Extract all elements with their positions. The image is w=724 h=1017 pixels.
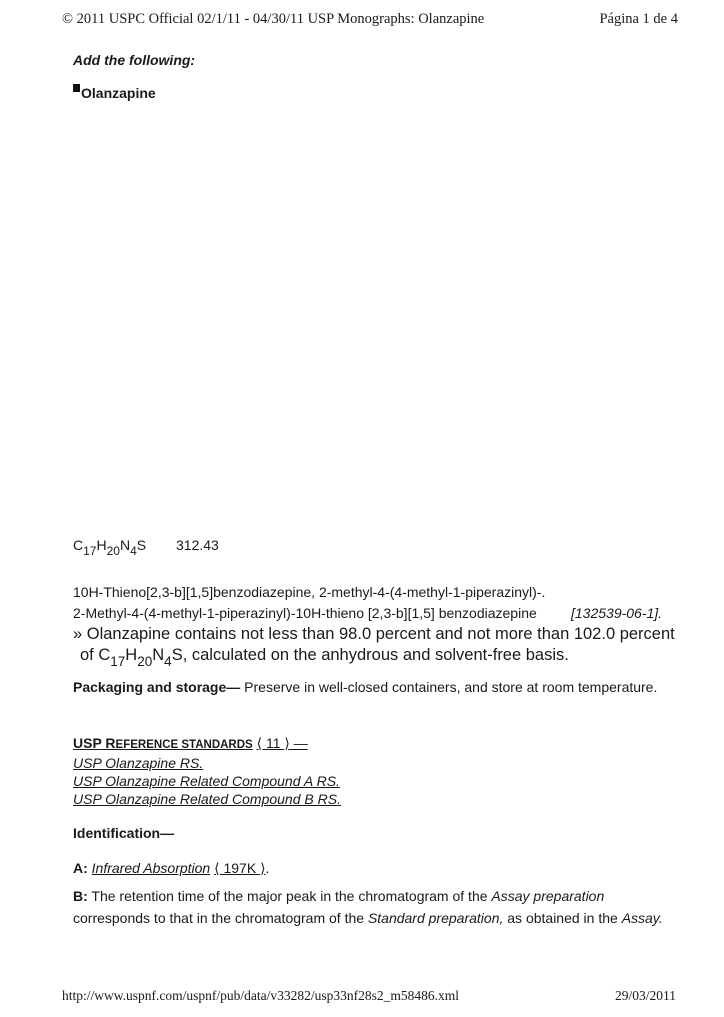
- reference-standards-section: [73, 734, 341, 808]
- formula-s: S: [136, 537, 147, 553]
- formula-h: H: [96, 537, 107, 553]
- monograph-title-text: Olanzapine: [81, 85, 156, 101]
- monograph-title: [73, 84, 156, 101]
- ref-heading-smallcaps: EFERENCE STANDARDS: [115, 739, 253, 751]
- molecular-formula-line: [73, 537, 219, 558]
- ref-heading-dash: —: [289, 735, 308, 751]
- ref-chapter-link[interactable]: ⟨ 11 ⟩: [256, 735, 290, 751]
- test-b-assay-prep: Assay preparation: [491, 888, 605, 904]
- page-header-title: © 2011 USPC Official 02/1/11 - 04/30/11 USP Monographs: Olanzapine: [62, 11, 485, 27]
- test-b-text-3: as obtained in the: [503, 910, 622, 926]
- revision-marker-icon: [73, 84, 80, 92]
- formula-c-count: 17: [83, 544, 97, 558]
- structure-image-area: [73, 112, 663, 522]
- cas-number: [132539-06-1].: [571, 605, 663, 621]
- definition-c-count: 17: [110, 654, 126, 669]
- ref-link-olanzapine[interactable]: USP Olanzapine RS.: [73, 755, 204, 771]
- packaging-text: Preserve in well-closed containers, and store at room temperature.: [240, 679, 658, 695]
- chemical-name-2: 2-Methyl-4-(4-methyl-1-piperazinyl)-10H-thieno [2,3-b][1,5] benzodiazepine: [73, 605, 537, 621]
- packaging-label: Packaging and storage—: [73, 679, 241, 695]
- formula-n: N: [119, 537, 131, 553]
- identification-test-b: [73, 885, 673, 929]
- formula-n-count: 4: [130, 544, 137, 558]
- reference-standards-heading: [73, 734, 341, 754]
- page-number: Página 1 de 4: [599, 11, 678, 27]
- definition-n-count: 4: [164, 654, 172, 669]
- molecular-weight: 312.43: [176, 537, 219, 553]
- definition-n: N: [152, 646, 165, 664]
- test-a-label: A:: [73, 860, 88, 876]
- test-b-text-1: The retention time of the major peak in the chromatogram of the: [87, 888, 492, 904]
- packaging-section: [73, 676, 673, 698]
- test-b-label: B:: [73, 888, 88, 904]
- formula-c: C: [73, 537, 84, 553]
- definition-line-2: [80, 646, 569, 669]
- definition-h: H: [125, 646, 138, 664]
- ref-link-related-compound-a[interactable]: USP Olanzapine Related Compound A RS.: [73, 773, 340, 789]
- identification-test-a: [73, 860, 269, 877]
- footer-date: 29/03/2011: [614, 988, 676, 1003]
- chemical-name-1: 10H-Thieno[2,3-b][1,5]benzodiazepine, 2-methyl-4-(4-methyl-1-piperazinyl)-.: [73, 584, 546, 600]
- infrared-absorption-link[interactable]: Infrared Absorption: [91, 860, 211, 876]
- test-b-standard-prep: Standard preparation,: [367, 910, 504, 926]
- definition-h-count: 20: [137, 654, 153, 669]
- footer-url: http://www.uspnf.com/uspnf/pub/data/v33282/usp33nf28s2_m58486.xml: [62, 988, 459, 1003]
- chapter-197k-link[interactable]: ⟨ 197K ⟩: [214, 860, 266, 876]
- ref-heading-initial: USP R: [73, 735, 116, 751]
- formula-h-count: 20: [106, 544, 120, 558]
- definition-prefix: of C: [80, 646, 111, 664]
- identification-heading: Identification—: [73, 825, 175, 841]
- test-b-text-2: corresponds to that in the chromatogram of the: [73, 910, 368, 926]
- ref-link-related-compound-b[interactable]: USP Olanzapine Related Compound B RS.: [73, 791, 341, 807]
- definition-suffix: S, calculated on the anhydrous and solvent-free basis.: [171, 646, 569, 664]
- revision-instruction: Add the following:: [73, 52, 196, 68]
- test-a-end: .: [265, 860, 270, 876]
- test-b-assay: Assay.: [621, 910, 663, 926]
- definition-line-1: » Olanzapine contains not less than 98.0 percent and not more than 102.0 percent: [73, 625, 675, 643]
